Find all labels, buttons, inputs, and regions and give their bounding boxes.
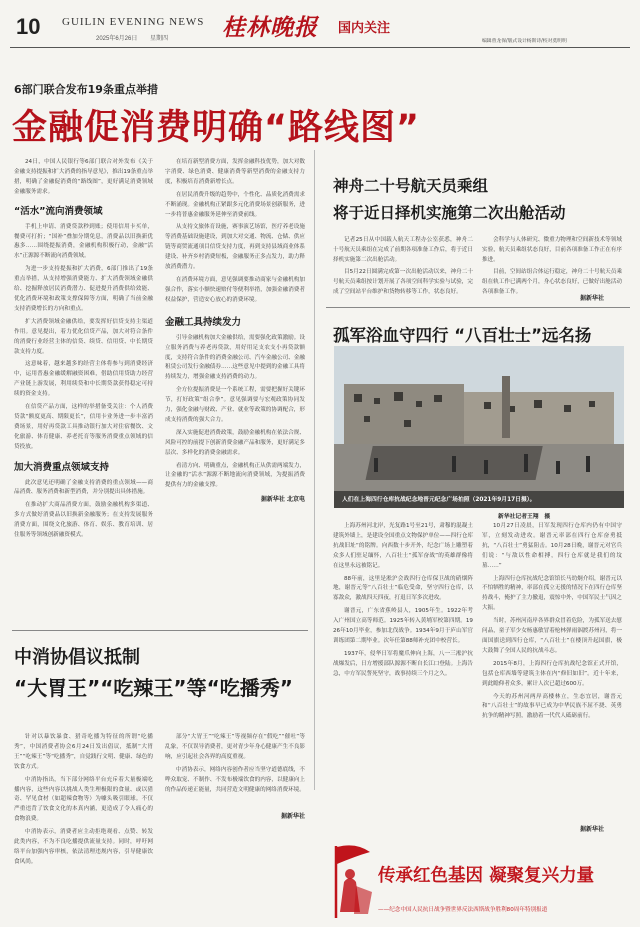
- story-paragraph: 记者25日从中国载人航天工程办公室获悉，神舟二十号航天员乘组在完成了前期各项准备工作后，将于近日择机实施第二次出舱活动。: [333, 237, 473, 263]
- lead-paragraph: 扩大消费领域金融供给，要发挥好信贷支持主渠道作用。意见提出，着力优化信贷产品，加大对符合条件的消费行业经营主体的信贷、续贷、信用贷、中长期贷款支持力度。: [14, 318, 153, 355]
- lead-column-1: [14, 158, 153, 605]
- lead-paragraph: 在居民消费升级的趋势中，个性化、品质化消费需求不断涌现。金融机构正紧跟多元化消费场景创新服务，进一步将普惠金融服务延伸至消费前线。: [165, 191, 305, 218]
- story-paragraph: 中消协指出，当下部分网络平台充斥着大量极端吃播内容，这些内容以挑战人类生理极限的食量、或以猎奇、罕见食材（如超辣食物等）为噱头吸引眼球。不仅严重违背了饮食文化的本真内涵，更造成了令人痛心的食物浪费。: [14, 776, 153, 823]
- story-paragraph: 针对以暴饮暴食、猎奇吃播为特征的所谓“吃播秀”，中国消费者协会6月24日发出倡议，抵制“大胃王”“吃辣王”等“吃播秀”，自觉践行文明、健康、绿色的饮食方式。: [14, 734, 153, 770]
- banner-subtitle: ——纪念中国人民抗日战争暨世界反法西斯战争胜利80周年特别报道: [378, 907, 548, 913]
- story-paragraph: 88年前，这里是淞沪会战四行仓库保卫战的硝烟阵地，谢晋元等“八百壮士”临危受命，坚守四行仓库，以寡敌众，激战四天四夜，打退日军多次进攻。: [333, 575, 473, 602]
- story-paragraph: 目前，空间站组合体运行稳定，神舟二十号航天员乘组在轨工作已满两个月，身心状态良好，已做好出舱活动各项准备工作。: [482, 268, 622, 295]
- memorial-photo: [334, 346, 624, 508]
- photo-caption-credit: 新华社记者王翔 摄: [498, 514, 551, 520]
- shenzhou-title-1: 神舟二十号航天员乘组: [333, 177, 489, 195]
- lead-paragraph: 引导金融机构加大金融供给，需要强化政策激励。设立服务消费与养老再贷款，用好用足支农支小再贷款额度，支持符合条件的消费金融公司、汽车金融公司、金融租赁公司发行金融债券……这些意见中提到的金融工具将持续发力，增强金融支持消费的动力。: [165, 334, 305, 381]
- lead-paragraph: 在消费环境方面，意见强调要推动商家与金融机构加强合作，落实小额快速赔付等便利举措，加强金融消费者权益保护，营造安心放心的消费环境。: [165, 276, 305, 303]
- bashi-title: 孤军浴血守四行 “八百壮士”远名扬: [333, 326, 592, 345]
- lead-credit: 据新华社 北京电: [260, 496, 305, 504]
- story-paragraph: 今天的苏州河两岸高楼林立，生态宜居，谢晋元和“八百壮士”的故事早已成为中华民族不屈不挠、英勇抗争的精神写照，激励着一代代人砥砺前行。: [482, 693, 622, 720]
- lead-paragraph: 从支持文旅体育设施，赛事演艺场馆，医疗养老设施等消费基础设施建设，到加大对交通、物流、仓储、供应链等商贸流通项目信贷支持力度，再到支持县域商业体系建设、补齐乡村消费短板，金融服务正多点发力，助力释放消费潜力。: [165, 224, 305, 271]
- flag-bearer-icon: [326, 842, 386, 920]
- story-paragraph: 中消协表示，消费者应主动拒绝观看、点赞、转发此类内容，不为不良吃播提供流量支持。同时，呼吁网络平台加强内容审核，依法清理违规内容，引导健康饮食风尚。: [14, 829, 153, 865]
- section-title: 国内关注: [338, 21, 391, 36]
- lead-subheading-3: 金融工具持续发力: [165, 316, 242, 328]
- paper-english-name: GUILIN EVENING NEWS: [62, 16, 205, 28]
- issue-weekday: 星期四: [150, 36, 169, 42]
- lead-paragraph: 这意味着，越来越多的经营主体将参与到消费经济中，运用普惠金融缓解融资困难，借助信用贷助力经营产业链上游发展，利用续贷和中长期贷款获得稳定可持续的资金支持。: [14, 361, 153, 398]
- story-paragraph: 2015年8月，上海四行仓库抗战纪念馆正式开馆，包括仓库西墙等建筑主体在内“修旧如旧”。近十年来，到此瞻仰者众多，累计人次已超过600万。: [482, 660, 622, 687]
- commemorative-banner: [326, 842, 630, 922]
- header-rule: [10, 47, 630, 48]
- lead-headline: 金融促消费明确“路线图”: [12, 108, 421, 148]
- section-divider: [326, 307, 630, 308]
- lead-paragraph: 全方位提振消费是一个系统工程，需要把握好关键环节，打好政策“组合拳”。意见强调要与宏观政策协同发力，强化金融与财政、产业、就业等政策的协调配合，形成支持消费的强大合力。: [165, 387, 305, 423]
- photo-caption: 人们在上海四行仓库抗战纪念地晋元纪念广场拍照（2021年9月17日摄）。: [342, 497, 536, 503]
- lead-paragraph: 在培育新型消费方面，发挥金融科技优势，加大对数字消费、绿色消费、健康消费等新型消费的金融支持力度，积极培育消费新增长点。: [165, 159, 305, 185]
- lead-subheading-1: “活水”流向消费领域: [14, 205, 103, 217]
- story-paragraph: 当时，苏州河南岸各界群众冒着危险，为孤军送去慰问品，童子军少女杨惠敏冒着枪林弹雨泅渡苏州河，将一面国旗送到四行仓库，“八百壮士”在楼顶升起国旗，极大鼓舞了全国人民的抗战斗志。: [482, 618, 622, 654]
- page-number: 10: [16, 14, 41, 39]
- story-paragraph: 上海四行仓库抗战纪念馆馆长马幼炯介绍，谢晋元以不怕牺牲的精神，率部在孤立无援的情况下在四行仓库坚持战斗，掩护了主力撤退，震惊中外，中国军民士气因之大振。: [482, 575, 622, 612]
- bashi-credit: 据新华社: [580, 826, 605, 833]
- lead-kicker: 6部门联合发布19条重点举措: [14, 83, 158, 96]
- story-paragraph: 中消协表示，网络内容创作者应当坚守道德底线，不哗众取宠、不制作、不发布极端饮食的内容，以健康向上的作品传递正能量，共同营造文明健康的网络消费环境。: [165, 766, 305, 793]
- story-paragraph: 目5月22日圆满完成第一次出舱活动以来，神舟二十号航天员乘组按计划开展了各项空间科学实验与试验，完成了空间站平台维护和货物转移等工作，状态良好。: [333, 268, 473, 295]
- bottom-left-headline-2: “大胃王”“吃辣王”等“吃播秀”: [14, 676, 293, 700]
- issue-date: 2025年6月26日: [96, 36, 138, 42]
- bashi-column-1: [333, 522, 473, 832]
- story-credit: 据新华社: [280, 813, 305, 821]
- memorial-photo-illustration: [334, 346, 624, 508]
- lead-paragraph: 看清方向、明确重点，金融机构正从供需两端发力，让金融的“活水”源源不断地流向消费领域，为提振消费提供有力的金融支撑。: [165, 462, 305, 489]
- story-paragraph: 上海苏州河北岸，光复路1号至21号，肃穆的混凝土建筑外墙上，是建设全国重点文物保护单位——四行仓库抗战旧址“的铭牌。向西数十步开外，纪念广场上雕塑着众多人们驻足缅怀，八百壮士“孤军奋战”的英雄群像将在这里永远被铭记。: [333, 523, 473, 569]
- story-paragraph: 10月27日凌晨，日军发现四行仓库内仍有中国守军，立刻发动进攻。谢晋元率部在四行仓库奋勇抵抗，“八百壮士”勇猛阻击。10月28日晚，谢晋元对官兵们说：“与敌以性命相搏，四行仓库就是我们的坟墓……”: [482, 523, 622, 569]
- shenzhou-credit: 据新华社: [580, 295, 605, 302]
- lead-subheading-2: 加大消费重点领域支持: [14, 461, 110, 473]
- bashi-column-2: [482, 522, 622, 822]
- lead-paragraph: 24日，中国人民银行等6部门联合对外发布《关于金融支持提振和扩大消费的指导意见》，推出19条重点举措，明确了金融促消费的“路线图”，更好满足消费领域金融服务需求。: [14, 159, 153, 195]
- shenzhou-column-1: [333, 236, 473, 302]
- bottom-left-column-1: [14, 733, 153, 913]
- lead-column-2: [165, 158, 305, 605]
- lead-paragraph: 手机上申请、消费贷款秒到账；使用信用卡买单，餐费可打折；“国补”叠加分期免息，消费品以旧换新优惠多……围绕提振消费，金融机构积极行动，金融“活水”正源源不断流向消费领域。: [14, 223, 153, 260]
- shenzhou-title-2: 将于近日择机实施第二次出舱活动: [333, 204, 566, 222]
- page-header: [0, 0, 640, 52]
- newspaper-logo: 桂林晚报: [222, 14, 318, 41]
- bottom-left-column-2: [165, 733, 305, 913]
- story-paragraph: 部分“大胃王”“吃辣王”等视频存在“假吃”“催吐”等乱象，不仅误导消费者，更对青少年身心健康产生不良影响，应引起社会各界的高度重视。: [165, 734, 305, 760]
- banner-title: 传承红色基因 凝聚复兴力量: [378, 866, 595, 886]
- story-paragraph: 1937年，侵华日军将魔爪伸向上海，八一三淞沪抗战爆发后，日方增援部队源源不断自长江口登陆。上海告急，中方军民誓死坚守，战事持续三个月之久。: [333, 650, 473, 677]
- story-paragraph: 谢晋元，广东省蕉岭县人，1905年生。1922年考入广州国立高等师范。1925年转入黄埔军校第四期。1926年10月毕业，参加北伐战争。1934年9月于庐山军官训练团第二期毕业。次年任第88师补充团中校营长。: [333, 608, 473, 644]
- lead-paragraph: 在信贷产品方面，这样的举措备受关注：个人消费贷款“额度更高、期限更长”，信用卡业务进一步丰富消费场景，用好再贷款工具推动银行加大对住宿餐饮、文化旅游、体育健康、养老托育等服务消费重点领域的信贷投放。: [14, 404, 153, 450]
- lead-paragraph: 此次意见还明确了金融支持消费的重点领域——商品消费、服务消费和新型消费，并分别提出具体措施。: [14, 479, 153, 496]
- story-paragraph: 会科学与人体研究、微重力物理和空间新技术等领域实验，航天员乘组状态良好，目前各项准备工作正在有序推进。: [482, 237, 622, 263]
- editor-credits: 编辑曾龙保/版式设计杨斯诗/校对莫明明: [482, 39, 567, 44]
- lead-paragraph: 在推动扩大商品消费方面，鼓励金融机构多渠道、多方式做好消费品以旧换新金融服务；在支持发展服务消费方面，围绕文化旅游、体育、娱乐、教育培训、居住服务等领域创新融资模式。: [14, 502, 153, 539]
- lead-paragraph: 深入实施促进消费政策，鼓励金融机构在依法合规、风险可控的前提下创新消费金融产品和服务，更好满足多层次、多样化的消费金融需求。: [165, 429, 305, 456]
- bottom-left-headline-1: 中消协倡议抵制: [14, 647, 140, 668]
- lead-paragraph: 为进一步支持提振和扩大消费，6部门推出了19条重点举措，从支持增强消费能力、扩大消费领域金融供给、挖掘释放居民消费潜力、促进提升消费供给效能、优化消费环境和政策支撑保障等方面，明确了当前金融支持消费增长的方向和重点。: [14, 266, 153, 312]
- column-divider: [314, 150, 315, 790]
- section-divider: [12, 630, 308, 631]
